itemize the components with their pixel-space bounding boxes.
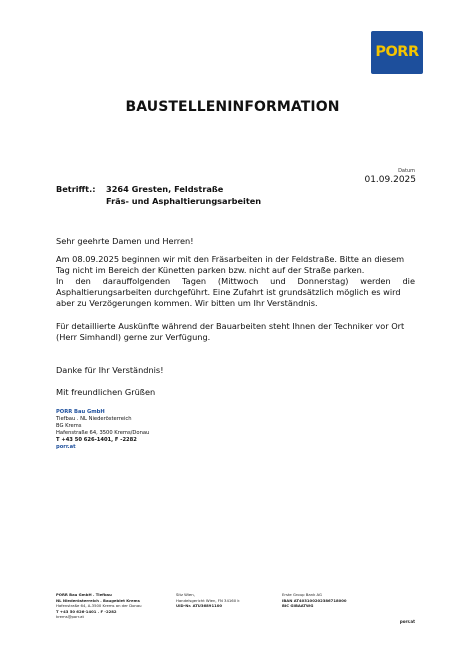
footer-line: NL Niederösterreich . Baugebiet Krems [56, 597, 140, 603]
paragraph-1-line: In den darauffolgenden Tagen (Mittwoch und Donnerstag) werden die [56, 275, 415, 286]
closing-line: Mit freundlichen Grüßen [56, 387, 156, 397]
subject-block [56, 184, 261, 207]
signature-line: BG Krems [56, 422, 82, 429]
paragraph-1-line: Am 08.09.2025 beginnen wir mit den Fräsarbeiten in der Feldstraße. Bitte an diesem [56, 254, 405, 264]
footer-web[interactable]: porr.at [399, 619, 415, 624]
signature-block [56, 409, 149, 450]
footer-registry [176, 592, 240, 609]
porr-logo [371, 31, 423, 74]
signature-line: Tiefbau . NL Niederösterreich [56, 415, 132, 422]
paragraph-1-line: Tag nicht im Bereich der Künetten parken bzw. nicht auf der Straße parken. [56, 264, 365, 275]
signature-company: PORR Bau GmbH [56, 409, 105, 415]
subject-label: Betrifft.: [56, 184, 96, 194]
footer-line: PORR Bau GmbH . Tiefbau [56, 592, 112, 597]
signature-line: Hafenstraße 64, 3500 Krems/Donau [56, 429, 150, 436]
signature-phone: T +43 50 626-1401, F -2282 [56, 436, 137, 443]
footer-line: Hafenstraße 64, A-3500 Krems an der Donau [56, 603, 142, 609]
signature-web[interactable]: porr.at [56, 443, 76, 450]
paragraph-1-line: aber zu Verzögerungen kommen. Wir bitten um Ihr Verständnis. [56, 297, 318, 308]
subject-line-1: 3264 Gresten, Feldstraße [106, 184, 224, 194]
footer-company [56, 592, 142, 620]
document-title: BAUSTELLENINFORMATION [125, 99, 340, 115]
subject-line-2: Fräs- und Asphaltierungsarbeiten [106, 195, 262, 206]
footer-line: T +43 50 626-1401 . F -2282 [56, 608, 117, 614]
logo-text: PORR [375, 44, 419, 61]
footer-line: IBAN AT403100202386718000 [282, 597, 347, 603]
paragraph-1 [56, 254, 415, 309]
paragraph-2-line: Für detaillierte Auskünfte während der Bauarbeiten steht Ihnen der Techniker vor Ort [56, 321, 405, 331]
date-value: 01.09.2025 [364, 175, 416, 185]
thanks-line: Danke für Ihr Verständnis! [56, 365, 164, 375]
footer-bank [282, 592, 347, 609]
paragraph-2 [56, 321, 415, 343]
paragraph-1-line: Asphaltierungsarbeiten durchgeführt. Eine Zufahrt ist grundsätzlich möglich es wird [56, 286, 401, 297]
date-label: Datum [398, 168, 415, 174]
footer-line: Handelsgericht Wien, FN 34160 k [176, 597, 240, 603]
footer-line: UID-Nr. ATU36891100 [176, 603, 223, 609]
paragraph-2-line: (Herr Simhandl) gerne zur Verfügung. [56, 331, 211, 342]
footer-line: BIC GIBAATWG [282, 603, 314, 609]
footer-line: Erste Group Bank AG [282, 592, 322, 597]
footer-line: Sitz Wien, [176, 592, 195, 597]
footer-email[interactable]: krems@porr.at [56, 614, 84, 620]
salutation: Sehr geehrte Damen und Herren! [56, 236, 194, 246]
